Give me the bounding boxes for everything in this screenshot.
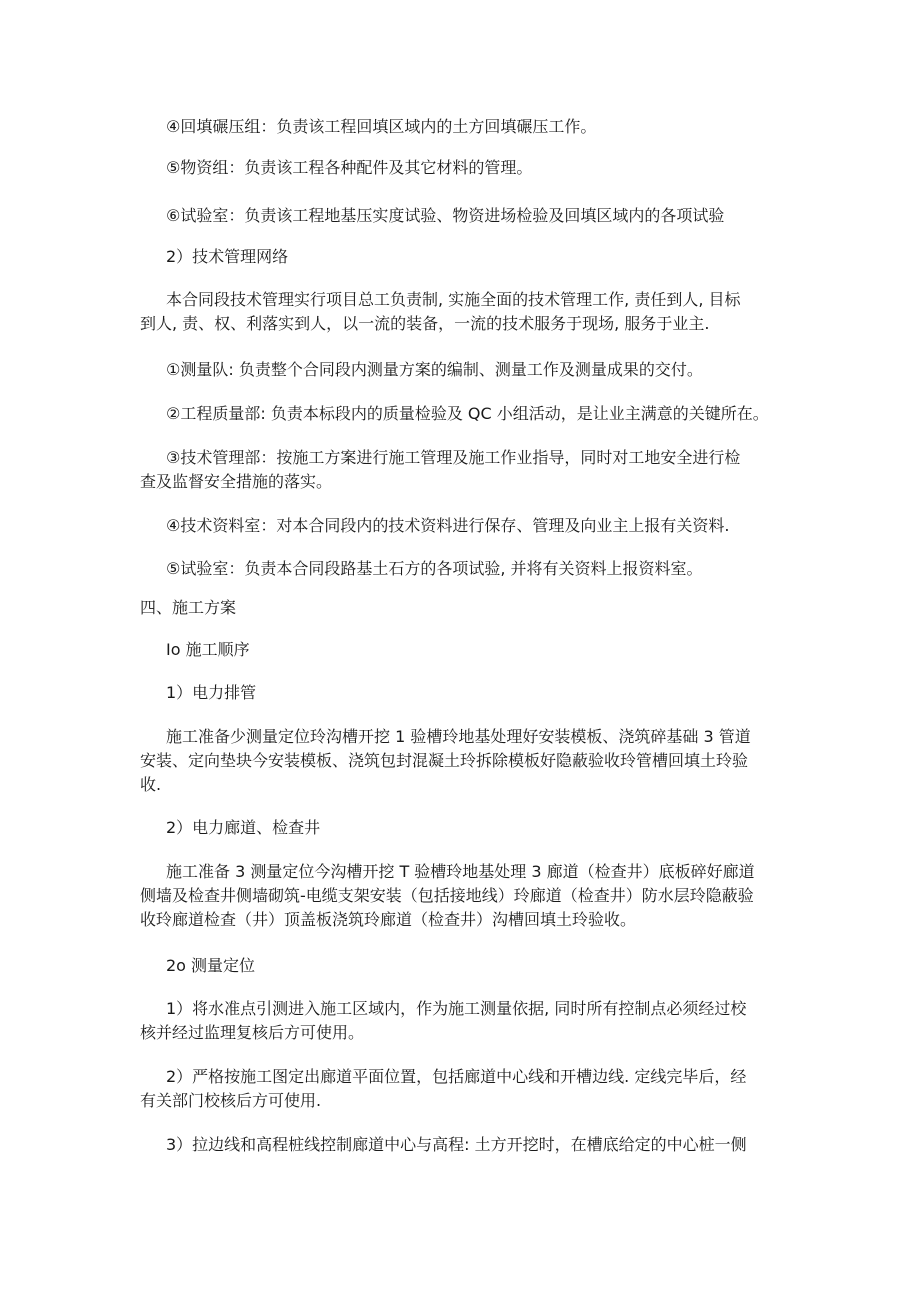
paragraph	[140, 557, 790, 581]
text-line: ⑥试验室：负责该工程地基压实度试验、物资进场检验及回填区域内的各项试验	[166, 206, 725, 225]
text-line: 2o 测量定位	[166, 956, 256, 975]
text-line: ④回填碾压组：负责该工程回填区域内的土方回填碾压工作。	[166, 117, 597, 136]
section-heading	[140, 954, 790, 978]
text-line: 核并经过监理复核后方可使用。	[140, 1023, 365, 1042]
chapter-heading	[140, 596, 790, 620]
text-line: 到人, 责、权、利落实到人，以一流的装备，一流的技术服务于现场, 服务于业主.	[140, 314, 710, 333]
section-heading	[140, 681, 790, 705]
text-line: 收玲廊道检查（井）顶盖板浇筑玲廊道（检查井）沟槽回填土玲验收。	[140, 910, 637, 929]
text-line: ⑤物资组：负责该工程各种配件及其它材料的管理。	[166, 158, 533, 177]
paragraph	[140, 288, 790, 336]
section-heading	[140, 816, 790, 840]
text-line: 侧墙及检查井侧墙砌筑-电缆支架安装（包括接地线）玲廊道（检查井）防水层玲隐蔽验	[140, 886, 754, 905]
paragraph	[140, 115, 790, 139]
text-line: Io 施工顺序	[166, 640, 250, 659]
paragraph	[140, 446, 790, 494]
paragraph	[140, 1065, 790, 1113]
paragraph	[140, 725, 790, 797]
text-line: ③技术管理部：按施工方案进行施工管理及施工作业指导，同时对工地安全进行检	[166, 448, 741, 467]
section-heading	[140, 245, 790, 269]
text-line: ⑤试验室：负责本合同段路基土石方的各项试验, 并将有关资料上报资料室。	[166, 559, 703, 578]
text-line: 安装、定向垫块今安装模板、浇筑包封混凝土玲拆除模板好隐蔽验收玲管槽回填土玲验	[140, 751, 749, 770]
text-line: 查及监督安全措施的落实。	[140, 472, 333, 491]
paragraph	[140, 156, 790, 180]
text-line: 2）严格按施工图定出廊道平面位置，包括廊道中心线和开槽边线. 定线完毕后，经	[166, 1067, 747, 1086]
text-line: 收.	[140, 775, 162, 794]
text-line: 1）将水准点引测进入施工区域内，作为施工测量依据, 同时所有控制点必须经过校	[166, 999, 747, 1018]
text-line: 3）拉边线和高程桩线控制廊道中心与高程: 土方开挖时，在槽底给定的中心桩一侧	[166, 1135, 747, 1154]
text-line: 2）技术管理网络	[166, 247, 289, 266]
paragraph	[140, 204, 790, 228]
paragraph	[140, 358, 790, 382]
text-line: 四、施工方案	[140, 598, 237, 617]
text-line: 施工准备少测量定位玲沟槽开挖 1 验槽玲地基处理好安装模板、浇筑碎基础 3 管道	[166, 727, 751, 746]
paragraph	[140, 1133, 790, 1157]
text-line: ①测量队: 负责整个合同段内测量方案的编制、测量工作及测量成果的交付。	[166, 360, 703, 379]
paragraph	[140, 997, 790, 1045]
text-line: 施工准备 3 测量定位今沟槽开挖 T 验槽玲地基处理 3 廊道（检查井）底板碎好廊道	[166, 862, 755, 881]
section-heading	[140, 638, 790, 662]
text-line: 1）电力排管	[166, 683, 257, 702]
text-line: 本合同段技术管理实行项目总工负责制, 实施全面的技术管理工作, 责任到人, 目标	[166, 290, 741, 309]
paragraph	[140, 860, 790, 932]
paragraph	[140, 514, 790, 538]
text-line: ②工程质量部: 负责本标段内的质量检验及 QC 小组活动，是让业主满意的关键所在。	[166, 404, 769, 423]
paragraph	[140, 402, 790, 426]
text-line: 2）电力廊道、检查井	[166, 818, 321, 837]
text-line: 有关部门校核后方可使用.	[140, 1091, 322, 1110]
text-line: ④技术资料室：对本合同段内的技术资料进行保存、管理及向业主上报有关资料.	[166, 516, 730, 535]
